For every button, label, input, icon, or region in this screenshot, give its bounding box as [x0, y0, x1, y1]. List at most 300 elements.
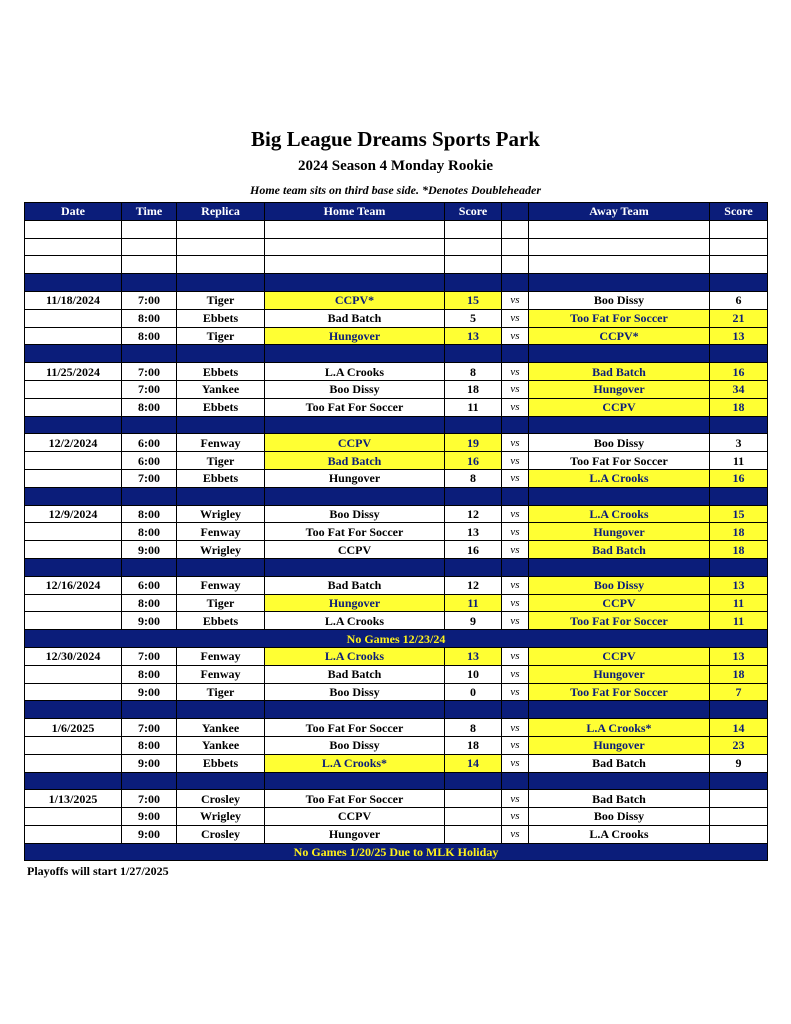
- game-date: [25, 523, 122, 541]
- away-team: Too Fat For Soccer: [529, 683, 710, 701]
- home-score: 0: [445, 683, 502, 701]
- game-replica: Ebbets: [177, 363, 265, 381]
- home-score: 9: [445, 612, 502, 630]
- vs-label: vs: [502, 327, 529, 345]
- away-score: 11: [710, 612, 768, 630]
- empty-cell: [122, 274, 177, 292]
- game-row: [25, 523, 768, 541]
- away-score: 16: [710, 469, 768, 487]
- away-team: L.A Crooks: [529, 825, 710, 843]
- away-team: CCPV: [529, 594, 710, 612]
- home-team: L.A Crooks: [265, 612, 445, 630]
- empty-cell: [177, 487, 265, 505]
- empty-cell: [25, 238, 122, 256]
- vs-label: vs: [502, 363, 529, 381]
- vs-label: vs: [502, 505, 529, 523]
- empty-cell: [25, 274, 122, 292]
- empty-cell: [265, 772, 445, 790]
- empty-cell: [177, 558, 265, 576]
- home-team: CCPV: [265, 808, 445, 826]
- game-date: [25, 541, 122, 559]
- game-replica: Tiger: [177, 683, 265, 701]
- away-score: 18: [710, 541, 768, 559]
- empty-cell: [25, 487, 122, 505]
- vs-label: vs: [502, 309, 529, 327]
- vs-label: vs: [502, 790, 529, 808]
- away-score: 18: [710, 523, 768, 541]
- game-time: 9:00: [122, 754, 177, 772]
- home-score: 12: [445, 576, 502, 594]
- home-score: 16: [445, 452, 502, 470]
- empty-cell: [529, 772, 710, 790]
- game-replica: Tiger: [177, 452, 265, 470]
- banner-text: No Games 12/23/24: [25, 630, 768, 648]
- game-row: [25, 380, 768, 398]
- game-time: 8:00: [122, 398, 177, 416]
- empty-cell: [177, 256, 265, 274]
- empty-cell: [502, 256, 529, 274]
- game-date: 12/30/2024: [25, 647, 122, 665]
- home-team: L.A Crooks: [265, 647, 445, 665]
- game-date: [25, 452, 122, 470]
- empty-cell: [25, 701, 122, 719]
- game-date: [25, 309, 122, 327]
- empty-cell: [177, 701, 265, 719]
- header-row: [25, 203, 768, 221]
- empty-cell: [25, 256, 122, 274]
- game-replica: Wrigley: [177, 808, 265, 826]
- empty-cell: [502, 345, 529, 363]
- game-row: [25, 647, 768, 665]
- home-team-note: Home team sits on third base side. *Denotes Doubleheader: [250, 183, 541, 197]
- game-date: [25, 612, 122, 630]
- game-replica: Ebbets: [177, 612, 265, 630]
- game-replica: Wrigley: [177, 505, 265, 523]
- separator-row: [25, 487, 768, 505]
- empty-cell: [122, 558, 177, 576]
- away-score: 14: [710, 719, 768, 737]
- away-score: 23: [710, 736, 768, 754]
- home-team: Too Fat For Soccer: [265, 790, 445, 808]
- home-score: [445, 825, 502, 843]
- game-date: 11/25/2024: [25, 363, 122, 381]
- away-team: Hungover: [529, 380, 710, 398]
- empty-cell: [265, 416, 445, 434]
- home-team: L.A Crooks: [265, 363, 445, 381]
- separator-row: [25, 345, 768, 363]
- game-row: [25, 736, 768, 754]
- vs-label: vs: [502, 291, 529, 309]
- game-replica: Tiger: [177, 594, 265, 612]
- vs-label: vs: [502, 380, 529, 398]
- empty-cell: [502, 416, 529, 434]
- page-subtitle: 2024 Season 4 Monday Rookie: [297, 158, 494, 174]
- home-team: CCPV*: [265, 291, 445, 309]
- vs-label: vs: [502, 523, 529, 541]
- home-score: 11: [445, 594, 502, 612]
- empty-cell: [445, 701, 502, 719]
- empty-cell: [710, 416, 768, 434]
- empty-cell: [445, 238, 502, 256]
- away-team: Boo Dissy: [529, 434, 710, 452]
- vs-label: vs: [502, 452, 529, 470]
- game-date: [25, 808, 122, 826]
- game-time: 8:00: [122, 327, 177, 345]
- vs-label: vs: [502, 594, 529, 612]
- game-date: [25, 665, 122, 683]
- away-team: Boo Dissy: [529, 808, 710, 826]
- game-time: 7:00: [122, 469, 177, 487]
- empty-cell: [177, 416, 265, 434]
- home-team: Bad Batch: [265, 576, 445, 594]
- empty-cell: [710, 274, 768, 292]
- game-date: 12/9/2024: [25, 505, 122, 523]
- empty-cell: [502, 220, 529, 238]
- game-row: [25, 594, 768, 612]
- away-score: 6: [710, 291, 768, 309]
- empty-cell: [445, 345, 502, 363]
- game-time: 7:00: [122, 790, 177, 808]
- game-row: [25, 309, 768, 327]
- game-date: 1/6/2025: [25, 719, 122, 737]
- game-row: [25, 665, 768, 683]
- game-date: [25, 469, 122, 487]
- game-row: [25, 825, 768, 843]
- away-team: Hungover: [529, 523, 710, 541]
- separator-row: [25, 701, 768, 719]
- game-time: 7:00: [122, 647, 177, 665]
- game-replica: Fenway: [177, 576, 265, 594]
- home-team: Too Fat For Soccer: [265, 719, 445, 737]
- game-time: 9:00: [122, 683, 177, 701]
- banner-text: No Games 1/20/25 Due to MLK Holiday: [25, 843, 768, 861]
- vs-label: vs: [502, 719, 529, 737]
- away-score: 11: [710, 452, 768, 470]
- vs-label: vs: [502, 541, 529, 559]
- empty-cell: [265, 558, 445, 576]
- game-time: 7:00: [122, 291, 177, 309]
- game-time: 9:00: [122, 808, 177, 826]
- away-score: 13: [710, 327, 768, 345]
- game-time: 8:00: [122, 505, 177, 523]
- game-replica: Fenway: [177, 665, 265, 683]
- empty-cell: [445, 274, 502, 292]
- empty-cell: [529, 416, 710, 434]
- empty-cell: [25, 558, 122, 576]
- empty-cell: [122, 238, 177, 256]
- game-replica: Tiger: [177, 291, 265, 309]
- empty-cell: [529, 345, 710, 363]
- away-team: Hungover: [529, 665, 710, 683]
- header-time: Time: [122, 203, 177, 221]
- empty-cell: [122, 220, 177, 238]
- away-team: L.A Crooks: [529, 469, 710, 487]
- empty-cell: [529, 220, 710, 238]
- game-replica: Crosley: [177, 825, 265, 843]
- game-date: 12/2/2024: [25, 434, 122, 452]
- game-row: [25, 398, 768, 416]
- home-team: Boo Dissy: [265, 380, 445, 398]
- home-team: Boo Dissy: [265, 505, 445, 523]
- header-home-score: Score: [445, 203, 502, 221]
- separator-row: [25, 416, 768, 434]
- game-time: 8:00: [122, 523, 177, 541]
- away-score: 16: [710, 363, 768, 381]
- home-team: L.A Crooks*: [265, 754, 445, 772]
- empty-cell: [122, 416, 177, 434]
- empty-cell: [265, 220, 445, 238]
- game-date: [25, 736, 122, 754]
- empty-cell: [502, 238, 529, 256]
- game-time: 6:00: [122, 576, 177, 594]
- home-score: 13: [445, 647, 502, 665]
- home-team: Bad Batch: [265, 665, 445, 683]
- home-score: 10: [445, 665, 502, 683]
- empty-cell: [710, 772, 768, 790]
- away-team: Too Fat For Soccer: [529, 612, 710, 630]
- home-team: Hungover: [265, 825, 445, 843]
- game-replica: Ebbets: [177, 469, 265, 487]
- away-team: L.A Crooks: [529, 505, 710, 523]
- game-replica: Fenway: [177, 523, 265, 541]
- home-score: 8: [445, 363, 502, 381]
- game-row: [25, 754, 768, 772]
- away-team: Too Fat For Soccer: [529, 309, 710, 327]
- away-team: Boo Dissy: [529, 291, 710, 309]
- page-title: Big League Dreams Sports Park: [251, 127, 540, 151]
- home-team: Hungover: [265, 469, 445, 487]
- away-score: 11: [710, 594, 768, 612]
- game-replica: Crosley: [177, 790, 265, 808]
- vs-label: vs: [502, 398, 529, 416]
- empty-cell: [445, 772, 502, 790]
- game-date: [25, 754, 122, 772]
- game-replica: Yankee: [177, 380, 265, 398]
- away-team: CCPV: [529, 398, 710, 416]
- game-replica: Wrigley: [177, 541, 265, 559]
- game-date: 11/18/2024: [25, 291, 122, 309]
- home-score: 16: [445, 541, 502, 559]
- game-replica: Ebbets: [177, 309, 265, 327]
- empty-cell: [177, 220, 265, 238]
- away-score: 3: [710, 434, 768, 452]
- home-team: CCPV: [265, 434, 445, 452]
- empty-cell: [710, 256, 768, 274]
- home-score: 14: [445, 754, 502, 772]
- away-score: 21: [710, 309, 768, 327]
- game-time: 6:00: [122, 452, 177, 470]
- vs-label: vs: [502, 576, 529, 594]
- game-replica: Tiger: [177, 327, 265, 345]
- away-score: 18: [710, 398, 768, 416]
- header-away-team: Away Team: [529, 203, 710, 221]
- header-home-team: Home Team: [265, 203, 445, 221]
- vs-label: vs: [502, 683, 529, 701]
- empty-cell: [177, 345, 265, 363]
- empty-cell: [445, 416, 502, 434]
- away-score: [710, 825, 768, 843]
- home-score: 18: [445, 736, 502, 754]
- game-date: [25, 683, 122, 701]
- vs-label: vs: [502, 469, 529, 487]
- game-date: [25, 825, 122, 843]
- game-time: 9:00: [122, 825, 177, 843]
- empty-cell: [529, 701, 710, 719]
- game-time: 7:00: [122, 719, 177, 737]
- game-replica: Fenway: [177, 434, 265, 452]
- empty-cell: [25, 345, 122, 363]
- empty-cell: [122, 701, 177, 719]
- empty-cell: [710, 220, 768, 238]
- empty-cell: [265, 274, 445, 292]
- game-time: 9:00: [122, 541, 177, 559]
- separator-row: [25, 274, 768, 292]
- game-time: 8:00: [122, 309, 177, 327]
- away-team: CCPV: [529, 647, 710, 665]
- home-score: 5: [445, 309, 502, 327]
- game-time: 6:00: [122, 434, 177, 452]
- home-team: Boo Dissy: [265, 683, 445, 701]
- separator-row: [25, 772, 768, 790]
- home-team: Bad Batch: [265, 452, 445, 470]
- game-replica: Ebbets: [177, 398, 265, 416]
- game-date: [25, 380, 122, 398]
- empty-cell: [122, 772, 177, 790]
- away-score: 15: [710, 505, 768, 523]
- empty-cell: [265, 487, 445, 505]
- home-score: 13: [445, 523, 502, 541]
- game-row: [25, 327, 768, 345]
- away-team: Bad Batch: [529, 790, 710, 808]
- vs-label: vs: [502, 647, 529, 665]
- empty-cell: [122, 256, 177, 274]
- game-date: [25, 594, 122, 612]
- home-score: 13: [445, 327, 502, 345]
- empty-cell: [177, 772, 265, 790]
- away-score: 7: [710, 683, 768, 701]
- empty-cell: [502, 274, 529, 292]
- game-row: [25, 612, 768, 630]
- game-row: [25, 541, 768, 559]
- away-team: Bad Batch: [529, 541, 710, 559]
- away-score: [710, 808, 768, 826]
- vs-label: vs: [502, 665, 529, 683]
- home-score: 12: [445, 505, 502, 523]
- empty-cell: [265, 345, 445, 363]
- separator-row: [25, 558, 768, 576]
- game-row: [25, 808, 768, 826]
- empty-cell: [25, 416, 122, 434]
- game-row: [25, 434, 768, 452]
- game-row: [25, 291, 768, 309]
- home-team: Too Fat For Soccer: [265, 523, 445, 541]
- away-score: 34: [710, 380, 768, 398]
- home-score: 15: [445, 291, 502, 309]
- game-row: [25, 719, 768, 737]
- empty-cell: [710, 558, 768, 576]
- game-row: [25, 363, 768, 381]
- home-score: 19: [445, 434, 502, 452]
- game-time: 9:00: [122, 612, 177, 630]
- home-team: Hungover: [265, 594, 445, 612]
- home-team: Bad Batch: [265, 309, 445, 327]
- empty-cell: [710, 487, 768, 505]
- empty-cell: [502, 701, 529, 719]
- empty-cell: [710, 238, 768, 256]
- empty-cell: [529, 274, 710, 292]
- empty-cell: [445, 487, 502, 505]
- game-replica: Yankee: [177, 736, 265, 754]
- away-team: L.A Crooks*: [529, 719, 710, 737]
- home-team: Boo Dissy: [265, 736, 445, 754]
- empty-cell: [710, 345, 768, 363]
- empty-cell: [265, 256, 445, 274]
- away-team: Bad Batch: [529, 754, 710, 772]
- home-score: 11: [445, 398, 502, 416]
- empty-cell: [265, 701, 445, 719]
- vs-label: vs: [502, 434, 529, 452]
- empty-cell: [502, 772, 529, 790]
- header-replica: Replica: [177, 203, 265, 221]
- playoffs-note: Playoffs will start 1/27/2025: [27, 864, 169, 878]
- empty-cell: [502, 487, 529, 505]
- home-score: 18: [445, 380, 502, 398]
- game-date: [25, 327, 122, 345]
- blank-row: [25, 256, 768, 274]
- game-time: 8:00: [122, 665, 177, 683]
- vs-label: vs: [502, 808, 529, 826]
- empty-cell: [502, 558, 529, 576]
- empty-cell: [177, 238, 265, 256]
- no-games-banner: [25, 843, 768, 861]
- empty-cell: [445, 558, 502, 576]
- home-team: CCPV: [265, 541, 445, 559]
- game-replica: Yankee: [177, 719, 265, 737]
- game-time: 7:00: [122, 380, 177, 398]
- empty-cell: [25, 772, 122, 790]
- home-score: 8: [445, 719, 502, 737]
- blank-row: [25, 238, 768, 256]
- away-team: CCPV*: [529, 327, 710, 345]
- game-row: [25, 790, 768, 808]
- vs-label: vs: [502, 825, 529, 843]
- game-time: 8:00: [122, 594, 177, 612]
- game-date: 12/16/2024: [25, 576, 122, 594]
- empty-cell: [177, 274, 265, 292]
- blank-row: [25, 220, 768, 238]
- game-date: [25, 398, 122, 416]
- no-games-banner: [25, 630, 768, 648]
- schedule-table: [24, 202, 768, 861]
- game-time: 7:00: [122, 363, 177, 381]
- game-time: 8:00: [122, 736, 177, 754]
- away-team: Boo Dissy: [529, 576, 710, 594]
- game-row: [25, 469, 768, 487]
- header-vs: [502, 203, 529, 221]
- empty-cell: [710, 701, 768, 719]
- empty-cell: [445, 256, 502, 274]
- header-away-score: Score: [710, 203, 768, 221]
- game-replica: Ebbets: [177, 754, 265, 772]
- empty-cell: [122, 345, 177, 363]
- empty-cell: [529, 487, 710, 505]
- home-team: Hungover: [265, 327, 445, 345]
- game-row: [25, 683, 768, 701]
- home-score: [445, 808, 502, 826]
- game-row: [25, 505, 768, 523]
- away-team: Too Fat For Soccer: [529, 452, 710, 470]
- empty-cell: [445, 220, 502, 238]
